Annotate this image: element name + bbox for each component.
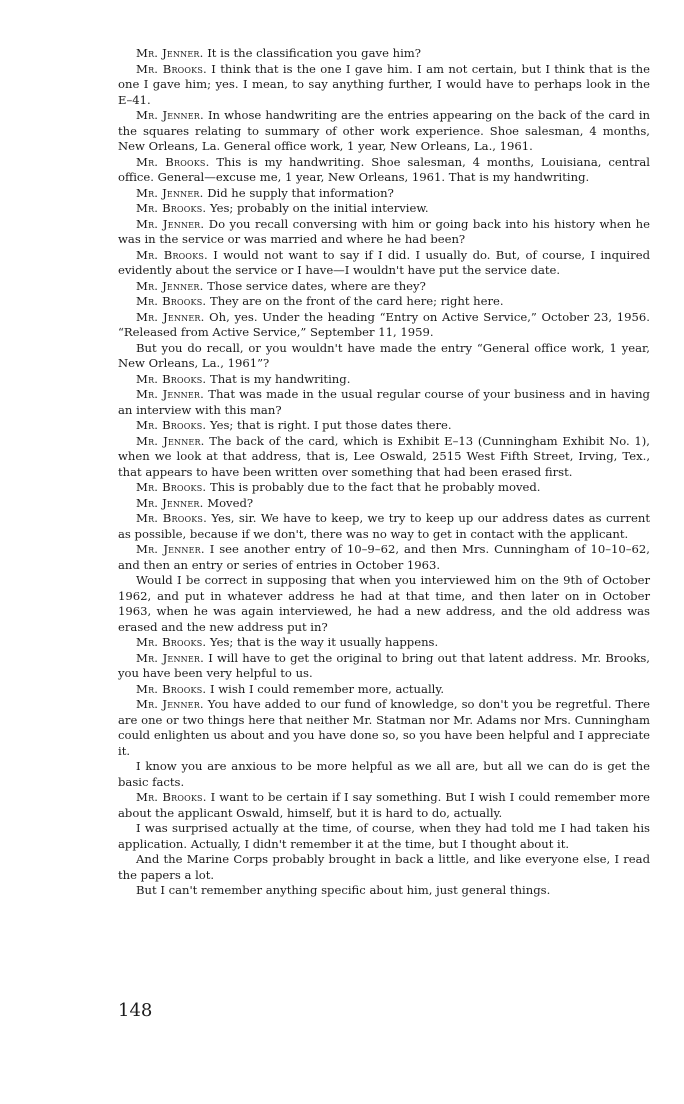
speaker-label: Mr. Brooks. (136, 371, 207, 386)
paragraph (118, 542, 650, 573)
paragraph-text: Moved? (203, 495, 254, 510)
paragraph-text: In whose handwriting are the entries appearing on the back of the card in the squares relating to summary of other work experience. Shoe salesman, 4 months, New Orleans, La. General office work, 1 year, New Orleans, La., 1961. (118, 108, 650, 153)
paragraph (118, 186, 650, 202)
paragraph (118, 496, 650, 512)
paragraph (118, 697, 650, 759)
speaker-label: Mr. Brooks. (136, 511, 207, 525)
paragraph-text: I want to be certain if I say something. But I wish I could remember more about the applicant Oswald, himself, but it is hard to do, actually. (118, 790, 650, 820)
paragraph-text: That was made in the usual regular course of your business and in having an interview with this man? (118, 387, 650, 417)
paragraph (118, 201, 650, 217)
speaker-label: Mr. Brooks. (136, 480, 207, 494)
paragraph-text: That is my handwriting. (206, 371, 351, 386)
speaker-label: Mr. Jenner. (136, 542, 205, 556)
paragraph-text: This is probably due to the fact that he probably moved. (206, 480, 541, 494)
speaker-label: Mr. Jenner. (136, 278, 204, 293)
paragraph (118, 62, 650, 109)
paragraph-text: Would I be correct in supposing that when you interviewed him on the 9th of October 1962, and put in whatever address he had at that time, and then later on in October 1963, when he was again interviewed, he had a new address, and the old address was erased and the new address put in? (118, 573, 650, 634)
paragraph-text: Oh, yes. Under the heading “Entry on Active Service,” October 23, 1956. “Released from Active Service,” September 11, 1959. (118, 309, 650, 339)
paragraph (118, 217, 650, 248)
paragraph (118, 248, 650, 279)
paragraph-text: Yes, sir. We have to keep, we try to keep up our address dates as current as possible, because if we don't, there was no way to get in contact with the applicant. (118, 511, 650, 541)
paragraph (118, 341, 650, 372)
paragraph-text: It is the classification you gave him? (203, 46, 421, 60)
paragraph-text: Yes; probably on the initial interview. (206, 201, 429, 215)
speaker-label: Mr. Jenner. (136, 650, 205, 665)
paragraph-text: Yes; that is the way it usually happens. (206, 635, 439, 649)
paragraph-text: I know you are anxious to be more helpful as we all are, but all we can do is get the basic facts. (118, 759, 650, 789)
page-number: 148 (118, 1000, 153, 1021)
speaker-label: Mr. Brooks. (136, 681, 207, 696)
paragraph (118, 108, 650, 155)
paragraph (118, 759, 650, 790)
paragraph (118, 883, 650, 899)
paragraph (118, 821, 650, 852)
paragraph (118, 46, 650, 62)
paragraph (118, 387, 650, 418)
speaker-label: Mr. Jenner. (136, 185, 204, 200)
paragraph (118, 310, 650, 341)
paragraph-text: Those service dates, where are they? (203, 278, 426, 293)
speaker-label: Mr. Jenner. (136, 387, 205, 401)
paragraph (118, 279, 650, 295)
speaker-label: Mr. Jenner. (136, 433, 205, 448)
speaker-label: Mr. Brooks. (136, 201, 207, 215)
speaker-label: Mr. Jenner. (136, 309, 205, 324)
paragraph (118, 635, 650, 651)
paragraph-text: This is my handwriting. Shoe salesman, 4 months, Louisiana, central office. General—excuse me, 1 year, New Orleans, 1961. That is my handwriting. (118, 154, 650, 184)
speaker-label: Mr. Jenner. (136, 697, 204, 711)
paragraph-text: I think that is the one I gave him. I am not certain, but I think that is the one I gave him; yes. I mean, to say anything further, I would have to perhaps look in the E–41. (118, 61, 650, 107)
paragraph-text: And the Marine Corps probably brought in back a little, and like everyone else, I read the papers a lot. (118, 852, 650, 882)
speaker-label: Mr. Brooks. (136, 294, 207, 308)
paragraph-text: I wish I could remember more, actually. (206, 681, 445, 696)
paragraph-text: I was surprised actually at the time, of course, when they had told me I had taken his application. Actually, I didn't remember it at the time, but I thought about it. (118, 821, 650, 851)
paragraph-text: The back of the card, which is Exhibit E–13 (Cunningham Exhibit No. 1), when we look at that address, that is, Lee Oswald, 2515 West Fifth Street, Irving, Tex., that appears to have been written over something that had been erased first. (118, 433, 650, 479)
paragraph-text: I will have to get the original to bring out that latent address. Mr. Brooks, you have been very helpful to us. (118, 650, 650, 680)
speaker-label: Mr. Brooks. (136, 61, 207, 76)
paragraph (118, 418, 650, 434)
paragraph-text: They are on the front of the card here; right here. (206, 294, 504, 308)
paragraph-text: I see another entry of 10–9–62, and then Mrs. Cunningham of 10–10–62, and then an entry or series of entries in October 1963. (118, 542, 650, 572)
paragraph (118, 651, 650, 682)
paragraph (118, 434, 650, 481)
paragraph-text: But I can't remember anything specific about him, just general things. (136, 883, 551, 897)
paragraph (118, 573, 650, 635)
paragraph (118, 372, 650, 388)
paragraph (118, 790, 650, 821)
paragraph (118, 682, 650, 698)
paragraph-text: Did he supply that information? (203, 185, 394, 200)
speaker-label: Mr. Brooks. (136, 154, 210, 169)
paragraph (118, 155, 650, 186)
speaker-label: Mr. Jenner. (136, 108, 204, 122)
speaker-label: Mr. Jenner. (136, 46, 204, 60)
paragraph (118, 511, 650, 542)
paragraph-text: Yes; that is right. I put those dates there. (206, 418, 452, 432)
speaker-label: Mr. Brooks. (136, 247, 208, 262)
paragraph (118, 480, 650, 496)
speaker-label: Mr. Brooks. (136, 790, 207, 804)
paragraph (118, 852, 650, 883)
speaker-label: Mr. Jenner. (136, 216, 205, 231)
speaker-label: Mr. Brooks. (136, 635, 207, 649)
paragraph-text: You have added to our fund of knowledge, so don't you be regretful. There are one or two things here that neither Mr. Statman nor Mr. Adams nor Mrs. Cunningham could enlighten us about and you have done so, so you have been helpful and I appreciate it. (118, 697, 650, 758)
speaker-label: Mr. Jenner. (136, 495, 204, 510)
paragraph-text: But you do recall, or you wouldn't have made the entry “General office work, 1 year, New Orleans, La., 1961”? (118, 340, 650, 370)
paragraph (118, 294, 650, 310)
speaker-label: Mr. Brooks. (136, 418, 207, 432)
paragraph-text: I would not want to say if I did. I usually do. But, of course, I inquired evidently about the service or I have—I wouldn't have put the service date. (118, 247, 650, 277)
paragraph-text: Do you recall conversing with him or going back into his history when he was in the service or was married and where he had been? (118, 216, 650, 246)
testimony-page (118, 46, 650, 899)
